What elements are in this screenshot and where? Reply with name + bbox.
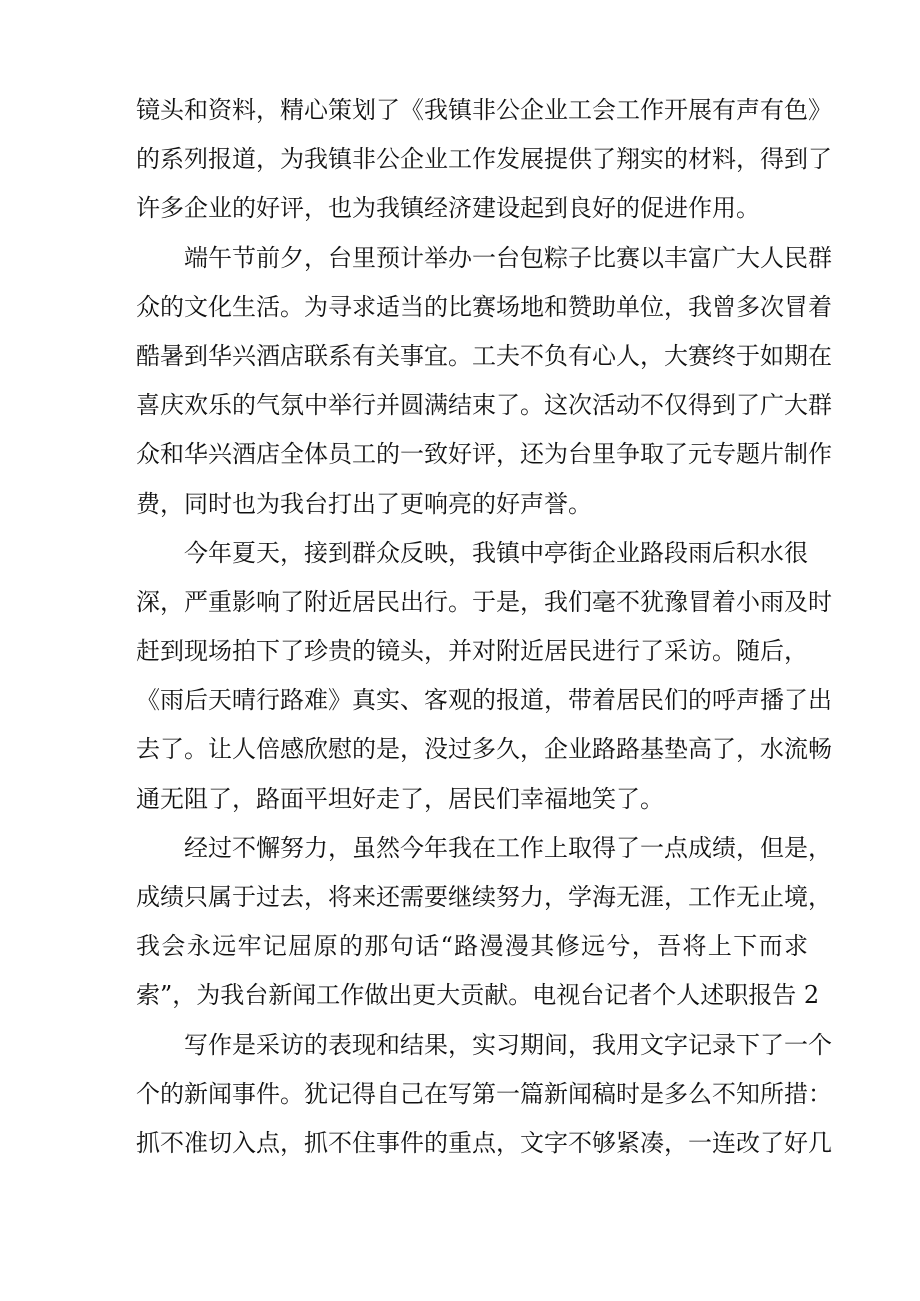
text-line: 去了。让人倍感欣慰的是，没过多久，企业路路基垫高了，水流畅 <box>136 735 832 764</box>
text-line: 费，同时也为我台打出了更响亮的好声誉。 <box>136 489 592 518</box>
text-line: 酷暑到华兴酒店联系有关事宜。工夫不负有心人，大赛终于如期在 <box>136 341 832 370</box>
text-line: 喜庆欢乐的气氛中举行并圆满结束了。这次活动不仅得到了广大群 <box>136 391 832 420</box>
text-line: 索”，为我台新闻工作做出更大贡献。电视台记者个人述职报告 2 <box>136 981 820 1010</box>
text-line: 我会永远牢记屈原的那句话“路漫漫其修远兮，吾将上下而求 <box>136 932 808 961</box>
text-line: 许多企业的好评，也为我镇经济建设起到良好的促进作用。 <box>136 194 760 223</box>
text-line: 的系列报道，为我镇非公企业工作发展提供了翔实的材料，得到了 <box>136 145 832 174</box>
text-line: 个的新闻事件。犹记得自己在写第一篇新闻稿时是多么不知所措： <box>136 1079 832 1108</box>
text-line: 端午节前夕，台里预计举办一台包粽子比赛以丰富广大人民群 <box>184 243 832 272</box>
text-line: 通无阻了，路面平坦好走了，居民们幸福地笑了。 <box>136 784 664 813</box>
body-text <box>136 86 832 1168</box>
text-line: 成绩只属于过去，将来还需要继续努力，学海无涯，工作无止境， <box>136 883 832 911</box>
text-line: 众的文化生活。为寻求适当的比赛场地和赞助单位，我曾多次冒着 <box>136 292 832 321</box>
text-line: 经过不懈努力，虽然今年我在工作上取得了一点成绩，但是， <box>184 833 832 862</box>
text-line: 赶到现场拍下了珍贵的镜头，并对附近居民进行了采访。随后， <box>136 637 808 666</box>
text-line: 众和华兴酒店全体员工的一致好评，还为台里争取了元专题片制作 <box>136 440 832 469</box>
text-line: 抓不准切入点，抓不住事件的重点，文字不够紧凑，一连改了好几 <box>136 1128 832 1157</box>
text-line: 深，严重影响了附近居民出行。于是，我们毫不犹豫冒着小雨及时 <box>136 587 832 616</box>
text-line: 写作是采访的表现和结果，实习期间，我用文字记录下了一个 <box>184 1030 832 1059</box>
text-line: 今年夏天，接到群众反映，我镇中亭街企业路段雨后积水很 <box>184 538 808 567</box>
text-line: 《雨后天晴行路难》真实、客观的报道，带着居民们的呼声播了出 <box>136 686 832 715</box>
text-line: 镜头和资料，精心策划了《我镇非公企业工会工作开展有声有色》 <box>136 96 832 124</box>
